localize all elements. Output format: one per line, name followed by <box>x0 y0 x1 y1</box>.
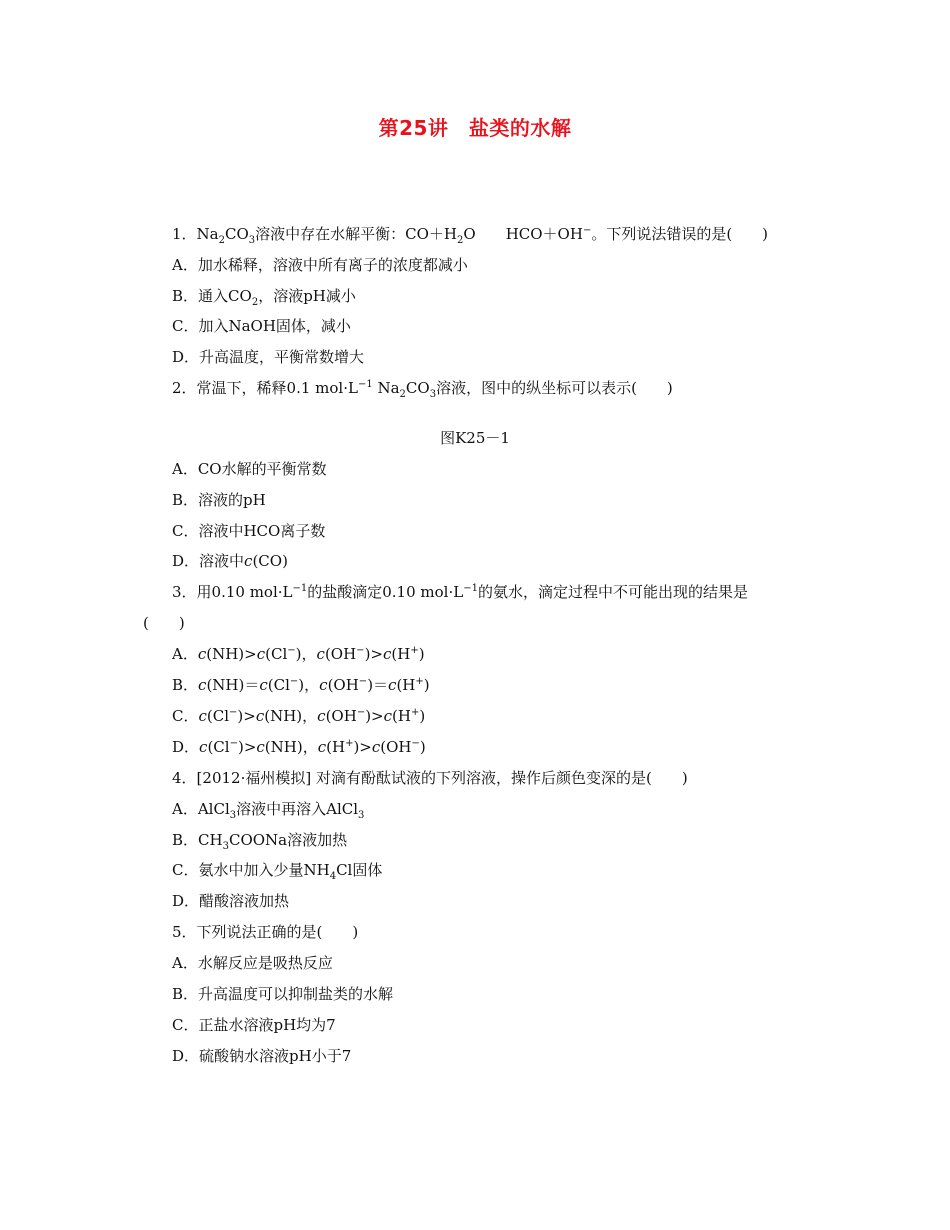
q1-option-d: D．升高温度，平衡常数增大 <box>172 348 365 366</box>
q4-option-a: A．AlCl$_3$溶液中再溶入AlCl$_3$ <box>172 800 365 821</box>
q2-stem: 2．常温下，稀释0.1 $mol\cdot L^{-1}$ $Na_2CO_3$溶液，图中的纵坐标可以表示( ) <box>172 379 673 400</box>
q1-option-b: B．通入$CO_2$，溶液pH减小 <box>172 287 356 308</box>
q2-option-d: D．溶液中c(CO) <box>172 552 288 570</box>
q3-option-c: C．c(Cl−)>c(NH)，c(OH−)>c(H+) <box>172 707 426 725</box>
q3-option-a: A．c(NH)>c(Cl−)，c(OH−)>c(H+) <box>172 645 425 663</box>
q5-option-c: C．正盐水溶液pH均为7 <box>172 1016 336 1034</box>
q3-stem: 3．用0.10 $mol\cdot L^{-1}$的盐酸滴定0.10 $mol\cdot L^{-1}$的氨水，滴定过程中不可能出现的结果是 <box>172 583 748 601</box>
figure-caption: 图K25－1 <box>440 429 510 447</box>
q4-option-c: C．氨水中加入少量$NH_4Cl$固体 <box>172 861 383 882</box>
q5-option-a: A．水解反应是吸热反应 <box>172 954 333 972</box>
q1-option-c: C．加入NaOH固体，减小 <box>172 317 351 335</box>
q2-option-b: B．溶液的pH <box>172 491 266 509</box>
q4-option-b: B．$CH_3COONa$溶液加热 <box>172 831 348 852</box>
q2-option-a: A．CO水解的平衡常数 <box>172 460 327 478</box>
q1-stem: 1．$Na_2CO_3$溶液中存在水解平衡：$CO+H_2O$ HCO＋OH−。下列说法错误的是( ) <box>172 225 769 246</box>
q2-option-c: C．溶液中HCO离子数 <box>172 522 326 540</box>
q5-stem: 5．下列说法正确的是( ) <box>172 923 359 941</box>
q1-option-a: A．加水稀释，溶液中所有离子的浓度都减小 <box>172 256 468 274</box>
q5-option-b: B．升高温度可以抑制盐类的水解 <box>172 985 394 1003</box>
q3-option-b: B．c(NH)＝c(Cl−)，c(OH−)＝c(H+) <box>172 676 430 694</box>
q4-option-d: D．醋酸溶液加热 <box>172 892 290 910</box>
q4-stem: 4．[2012·福州模拟] 对滴有酚酞试液的下列溶液，操作后颜色变深的是( ) <box>172 769 688 787</box>
q5-option-d: D．硫酸钠水溶液pH小于7 <box>172 1047 352 1065</box>
page-title: 第25讲 盐类的水解 <box>378 116 572 140</box>
q3-stem-continued: ( ) <box>143 614 185 632</box>
q3-option-d: D．c(Cl−)>c(NH)，c(H+)>c(OH−) <box>172 738 426 756</box>
